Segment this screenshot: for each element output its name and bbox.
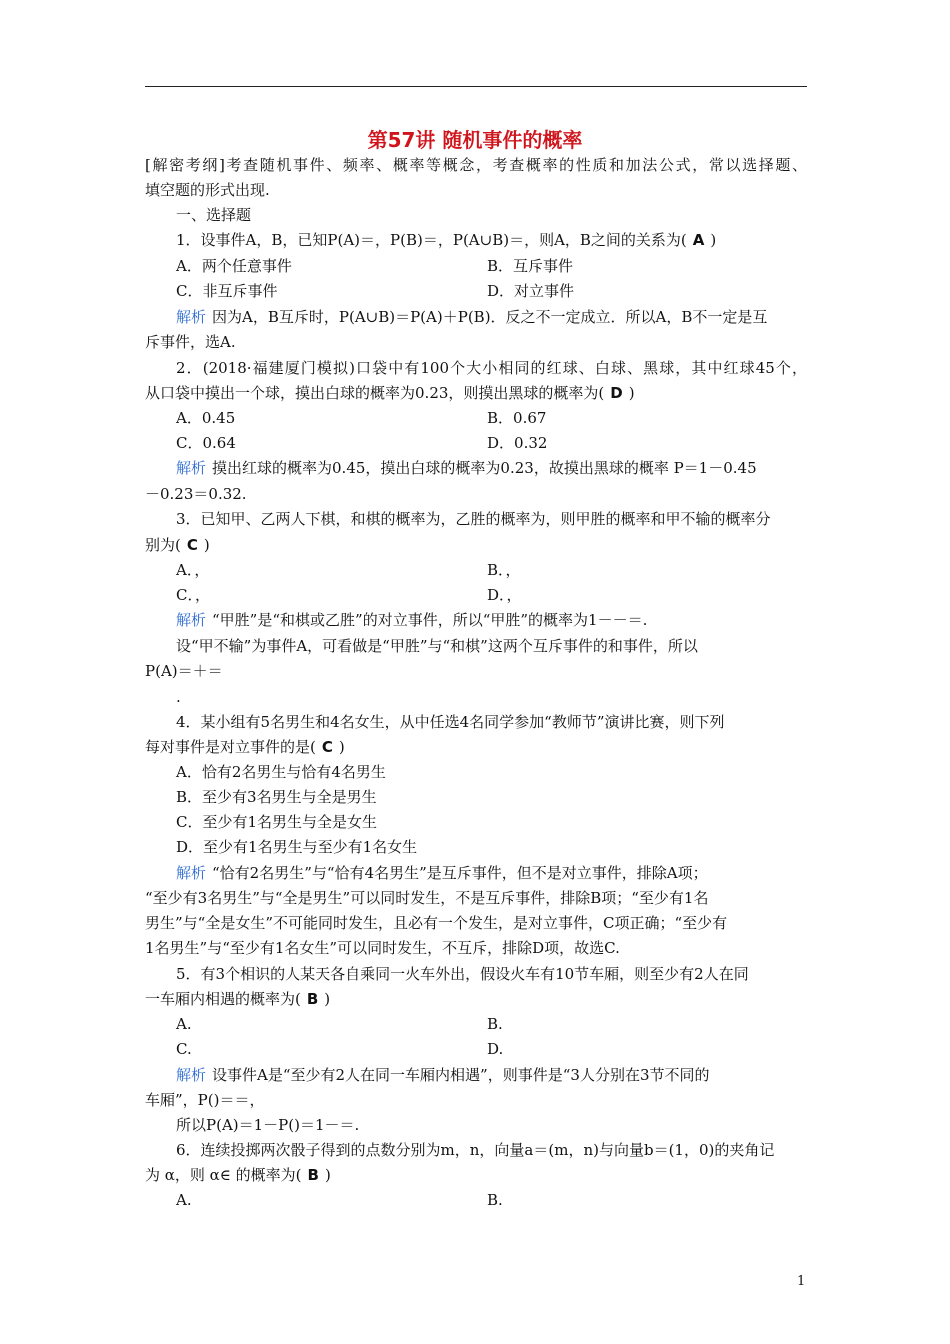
jiexi-label: 解析 bbox=[176, 308, 207, 326]
q6-stem-2: 为 α，则 α∈ 的概率为( B ) bbox=[145, 1166, 331, 1184]
page-number: 1 bbox=[797, 1274, 806, 1289]
q5-answer: B bbox=[306, 990, 319, 1008]
q5-option-d: D. bbox=[487, 1040, 504, 1058]
jiexi-label: 解析 bbox=[176, 611, 207, 629]
q2-explanation-2: －0.23＝0.32. bbox=[145, 485, 247, 503]
q2-option-d: D．0.32 bbox=[487, 434, 548, 452]
jiexi-label: 解析 bbox=[176, 864, 207, 882]
q4-stem-2: 每对事件是对立事件的是( C ) bbox=[145, 738, 345, 756]
q2-answer: D bbox=[610, 384, 623, 402]
q4-explanation-4: 1名男生”与“至少有1名女生”可以同时发生，不互斥，排除D项，故选C. bbox=[145, 939, 620, 957]
q5-option-b: B. bbox=[487, 1015, 503, 1033]
q6-stem-1: 6．连续投掷两次骰子得到的点数分别为m，n，向量a＝(m，n)与向量b＝(1，0)的夹角记 bbox=[176, 1141, 775, 1159]
q2-option-b: B．0.67 bbox=[487, 409, 547, 427]
q4-option-d: D．至少有1名男生与至少有1名女生 bbox=[176, 838, 418, 856]
q6-option-a: A. bbox=[176, 1191, 192, 1209]
q1-option-a: A．两个任意事件 bbox=[176, 257, 292, 275]
q3-stem-2: 别为( C ) bbox=[145, 536, 210, 554]
q1-explanation-2: 斥事件，选A. bbox=[145, 333, 236, 351]
q1-explanation-1: 解析 因为A，B互斥时，P(A∪B)＝P(A)＋P(B)．反之不一定成立．所以A，B不一定是互 bbox=[176, 308, 768, 326]
q4-explanation-1: 解析 “恰有2名男生”与“恰有4名男生”是互斥事件，但不是对立事件，排除A项； bbox=[176, 864, 708, 882]
q2-option-c: C．0.64 bbox=[176, 434, 236, 452]
q2-stem-1: 2．(2018·福建厦门模拟)口袋中有100个大小相同的红球、白球、黑球，其中红球45个， bbox=[176, 359, 807, 377]
q6-option-b: B. bbox=[487, 1191, 503, 1209]
q3-option-a: A．， bbox=[176, 561, 210, 579]
jiexi-label: 解析 bbox=[176, 459, 207, 477]
q4-explanation-2: “至少有3名男生”与“全是男生”可以同时发生，不是互斥事件，排除B项；“至少有1名 bbox=[145, 889, 709, 907]
intro-line-1: [解密考纲]考查随机事件、频率、概率等概念，考查概率的性质和加法公式，常以选择题、 bbox=[145, 156, 807, 174]
q1-stem: 1．设事件A，B，已知P(A)＝，P(B)＝，P(A∪B)＝，则A，B之间的关系为( A ) bbox=[176, 231, 717, 249]
intro-line-2: 填空题的形式出现. bbox=[145, 181, 270, 199]
q3-option-d: D．， bbox=[487, 586, 522, 604]
q4-option-c: C．至少有1名男生与全是女生 bbox=[176, 813, 378, 831]
q5-option-c: C. bbox=[176, 1040, 192, 1058]
q4-stem-1: 4．某小组有5名男生和4名女生，从中任选4名同学参加“教师节”演讲比赛，则下列 bbox=[176, 713, 725, 731]
q5-option-a: A. bbox=[176, 1015, 192, 1033]
q5-explanation-2: 车厢”，P()＝＝， bbox=[145, 1091, 265, 1109]
q1-option-b: B．互斥事件 bbox=[487, 257, 574, 275]
q3-option-c: C．， bbox=[176, 586, 210, 604]
q5-stem-2: 一车厢内相遇的概率为( B ) bbox=[145, 990, 331, 1008]
q2-explanation-1: 解析 摸出红球的概率为0.45，摸出白球的概率为0.23，故摸出黑球的概率 P＝1－0.45 bbox=[176, 459, 757, 477]
q5-explanation-1: 解析 设事件A是“至少有2人在同一车厢内相遇”，则事件是“3人分别在3节不同的 bbox=[176, 1066, 710, 1084]
q3-option-b: B．， bbox=[487, 561, 521, 579]
q3-explanation-1: 解析 “甲胜”是“和棋或乙胜”的对立事件，所以“甲胜”的概率为1－－＝. bbox=[176, 611, 648, 629]
q2-stem-2: 从口袋中摸出一个球，摸出白球的概率为0.23，则摸出黑球的概率为( D ) bbox=[145, 384, 635, 402]
q4-option-a: A．恰有2名男生与恰有4名男生 bbox=[176, 763, 386, 781]
q4-option-b: B．至少有3名男生与全是男生 bbox=[176, 788, 377, 806]
q1-option-c: C．非互斥事件 bbox=[176, 282, 278, 300]
q1-answer: A bbox=[692, 231, 705, 249]
q3-explanation-3: P(A)＝＋＝ bbox=[145, 662, 223, 680]
jiexi-label: 解析 bbox=[176, 1066, 207, 1084]
q4-explanation-3: 男生”与“全是女生”不可能同时发生，且必有一个发生，是对立事件，C项正确；“至少有 bbox=[145, 914, 728, 932]
section-heading: 一、选择题 bbox=[176, 206, 252, 224]
q4-answer: C bbox=[321, 738, 333, 756]
q3-answer: C bbox=[186, 536, 198, 554]
q2-option-a: A．0.45 bbox=[176, 409, 236, 427]
q3-explanation-2: 设“甲不输”为事件A，可看做是“甲胜”与“和棋”这两个互斥事件的和事件，所以 bbox=[176, 637, 698, 655]
q5-explanation-3: 所以P(A)＝1－P()＝1－＝. bbox=[176, 1116, 360, 1134]
q3-stem-1: 3．已知甲、乙两人下棋，和棋的概率为，乙胜的概率为，则甲胜的概率和甲不输的概率分 bbox=[176, 510, 771, 528]
q5-stem-1: 5．有3个相识的人某天各自乘同一火车外出，假设火车有10节车厢，则至少有2人在同 bbox=[176, 965, 749, 983]
page-title: 第57讲 随机事件的概率 bbox=[367, 128, 583, 152]
header-rule bbox=[145, 86, 807, 87]
q6-answer: B bbox=[307, 1166, 319, 1184]
q3-explanation-4: . bbox=[176, 688, 181, 706]
q1-option-d: D．对立事件 bbox=[487, 282, 575, 300]
